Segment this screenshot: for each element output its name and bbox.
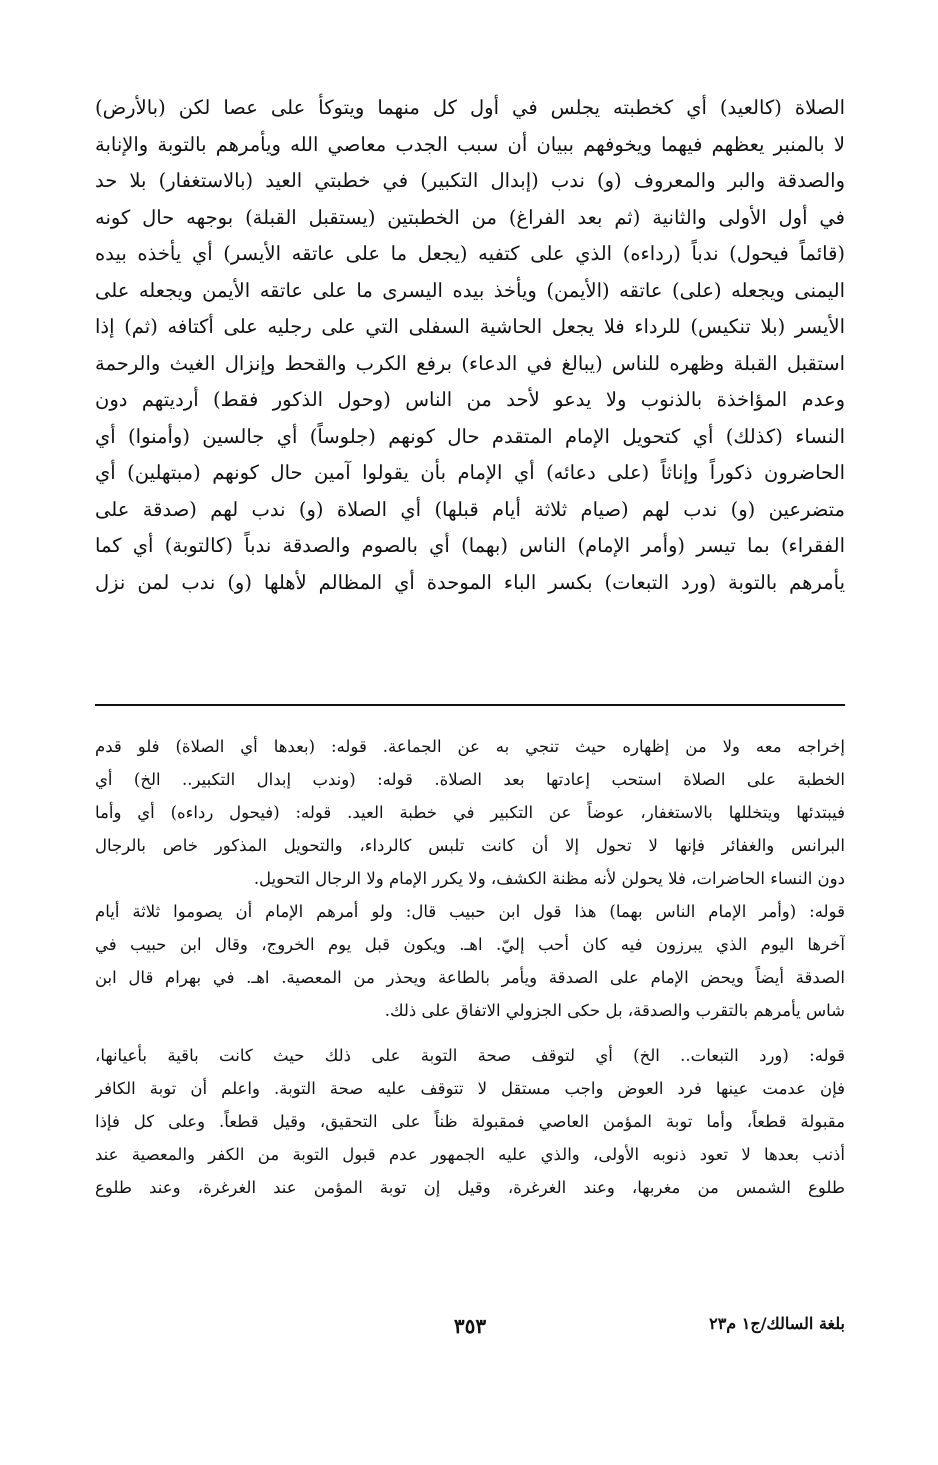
main-text-line: (قائماً فيحول) ندباً (رداءه) الذي على كتفيه (يجعل ما على عاتقه الأيسر) أي يأخذه بيده <box>95 242 845 265</box>
footnote-line: أذنب بعدها لا تعود ذنوبه الأولى، والذي عليه الجمهور عدم قبول التوبة من الكفر والمعصية عند <box>95 1145 845 1164</box>
main-text-line: الفقراء) بما تيسر (وأمر الإمام) الناس (بهما) أي بالصوم والصدقة ندباً (كالتوبة) أي كما <box>95 534 845 557</box>
footnote-paragraph <box>95 895 845 1027</box>
footnote-line: إخراجه معه ولا من إظهاره حيث تنجي به عن الجماعة. قوله: (بعدها أي الصلاة) فلو قدم <box>95 737 845 756</box>
main-text-line: والصدقة والبر والمعروف (و) ندب (إبدال التكبير) في خطبتي العيد (بالاستغفار) بلا حد <box>95 169 845 192</box>
main-text <box>95 90 845 680</box>
page-number: ٣٥٣ <box>453 1314 487 1338</box>
main-text-line: متضرعين (و) ندب لهم (صيام ثلاثة أيام قبلها) أي الصلاة (و) ندب لهم (صدقة على <box>95 497 845 521</box>
footnote-line: مقبولة قطعاً، وأما توبة المؤمن العاصي فمقبولة ظناً على التحقيق، وقيل قطعاً. وعلى كل فإذا <box>95 1112 845 1131</box>
paragraph-gap <box>95 1027 845 1039</box>
book-reference: بلغة السالك/ج١ م٢٣ <box>709 1314 845 1333</box>
footnote-paragraph <box>95 730 845 895</box>
main-text-line: يأمرهم بالتوبة (ورد التبعات) بكسر الباء الموحدة أي المظالم لأهلها (و) ندب لمن نزل <box>95 570 845 594</box>
footnote-line: الصدقة أيضاً ويحض الإمام على الصدقة ويأمر بالطاعة ويحذر من المعصية. اهـ. في بهرام قال ابن <box>95 968 845 987</box>
footnote-line: آخرها اليوم الذي يبرزون فيه كان أحب إليّ. اهـ. ويكون قبل يوم الخروج، وقال ابن حبيب في <box>95 935 845 954</box>
footnote-line: قوله: (وأمر الإمام الناس بهما) هذا قول ابن حبيب قال: ولو أمرهم الإمام أن يصوموا ثلاثة أيام <box>95 902 845 921</box>
footnote-line: الخطبة على الصلاة استحب إعادتها بعد الصلاة. قوله: (وندب إبدال التكبير.. الخ) أي <box>95 770 845 789</box>
main-text-line: الصلاة (كالعيد) أي كخطبته يجلس في أول كل منهما ويتوكأ على عصا لكن (بالأرض) <box>95 96 845 119</box>
page-footer <box>95 1314 845 1344</box>
footnote-line: فيبتدئها ويتخللها بالاستغفار، عوضاً عن التكبير في خطبة العيد. قوله: (فيحول رداءه) أي وأما <box>95 803 845 822</box>
main-text-line: الحاضرون ذكوراً وإناثاً (على دعائه) أي الإمام بأن يقولوا آمين حال كونهم (مبتهلين) أي <box>95 461 845 484</box>
footnote-divider <box>95 704 845 706</box>
footnote-line: البرانس والغفائر فإنها لا تحول إلا أن كانت تلبس كالرداء، والتحويل المذكور خاص بالرجال <box>95 836 845 855</box>
footnote-line: شاس يأمرهم بالتقرب والصدقة، بل حكى الجزولي الاتفاق على ذلك. <box>384 1001 845 1020</box>
main-text-line: لا بالمنبر يعظهم فيهما ويخوفهم ببيان أن سبب الجدب معاصي الله ويأمرهم بالتوبة والإنابة <box>95 132 845 156</box>
footnote-line: قوله: (ورد التبعات.. الخ) أي لتوقف صحة التوبة على ذلك حيث كانت باقية بأعيانها، <box>95 1046 845 1065</box>
footnote-line: فإن عدمت عينها فرد العوض واجب مستقل لا تتوقف عليه صحة التوبة. واعلم أن توبة الكافر <box>95 1079 845 1098</box>
footnote-paragraph <box>95 1039 845 1204</box>
footnote-line: طلوع الشمس من مغربها، وعند الغرغرة، وقيل إن توبة المؤمن عند الغرغرة، وعند طلوع <box>95 1178 845 1197</box>
main-text-line: النساء (كذلك) أي كتحويل الإمام المتقدم حال كونهم (جلوساً) أي جالسين (وأمنوا) أي <box>95 424 845 448</box>
footnotes <box>95 730 845 1290</box>
footnote-line: دون النساء الحاضرات، فلا يحولن لأنه مظنة الكشف، ولا يكرر الإمام ولا الرجال التحويل. <box>253 869 845 888</box>
main-text-line: الأيسر (بلا تنكيس) للرداء فلا يجعل الحاشية السفلى التي على رجليه على أكتافه (ثم) إذا <box>95 315 845 338</box>
book-page <box>95 90 845 1410</box>
main-text-line: في أول الأولى والثانية (ثم بعد الفراغ) من الخطبتين (يستقبل القبلة) بوجهه حال كونه <box>95 205 845 229</box>
main-text-line: اليمنى ويجعله (على) عاتقه (الأيمن) ويأخذ بيده اليسرى ما على عاتقه الأيمن ويجعله على <box>95 278 845 302</box>
main-text-line: وعدم المؤاخذة بالذنوب ولا يدعو لأحد من الناس (وحول الذكور فقط) أرديتهم دون <box>95 388 845 411</box>
main-text-line: استقبل القبلة وظهره للناس (يبالغ في الدعاء) برفع الكرب والقحط وإنزال الغيث والرحمة <box>95 351 845 375</box>
